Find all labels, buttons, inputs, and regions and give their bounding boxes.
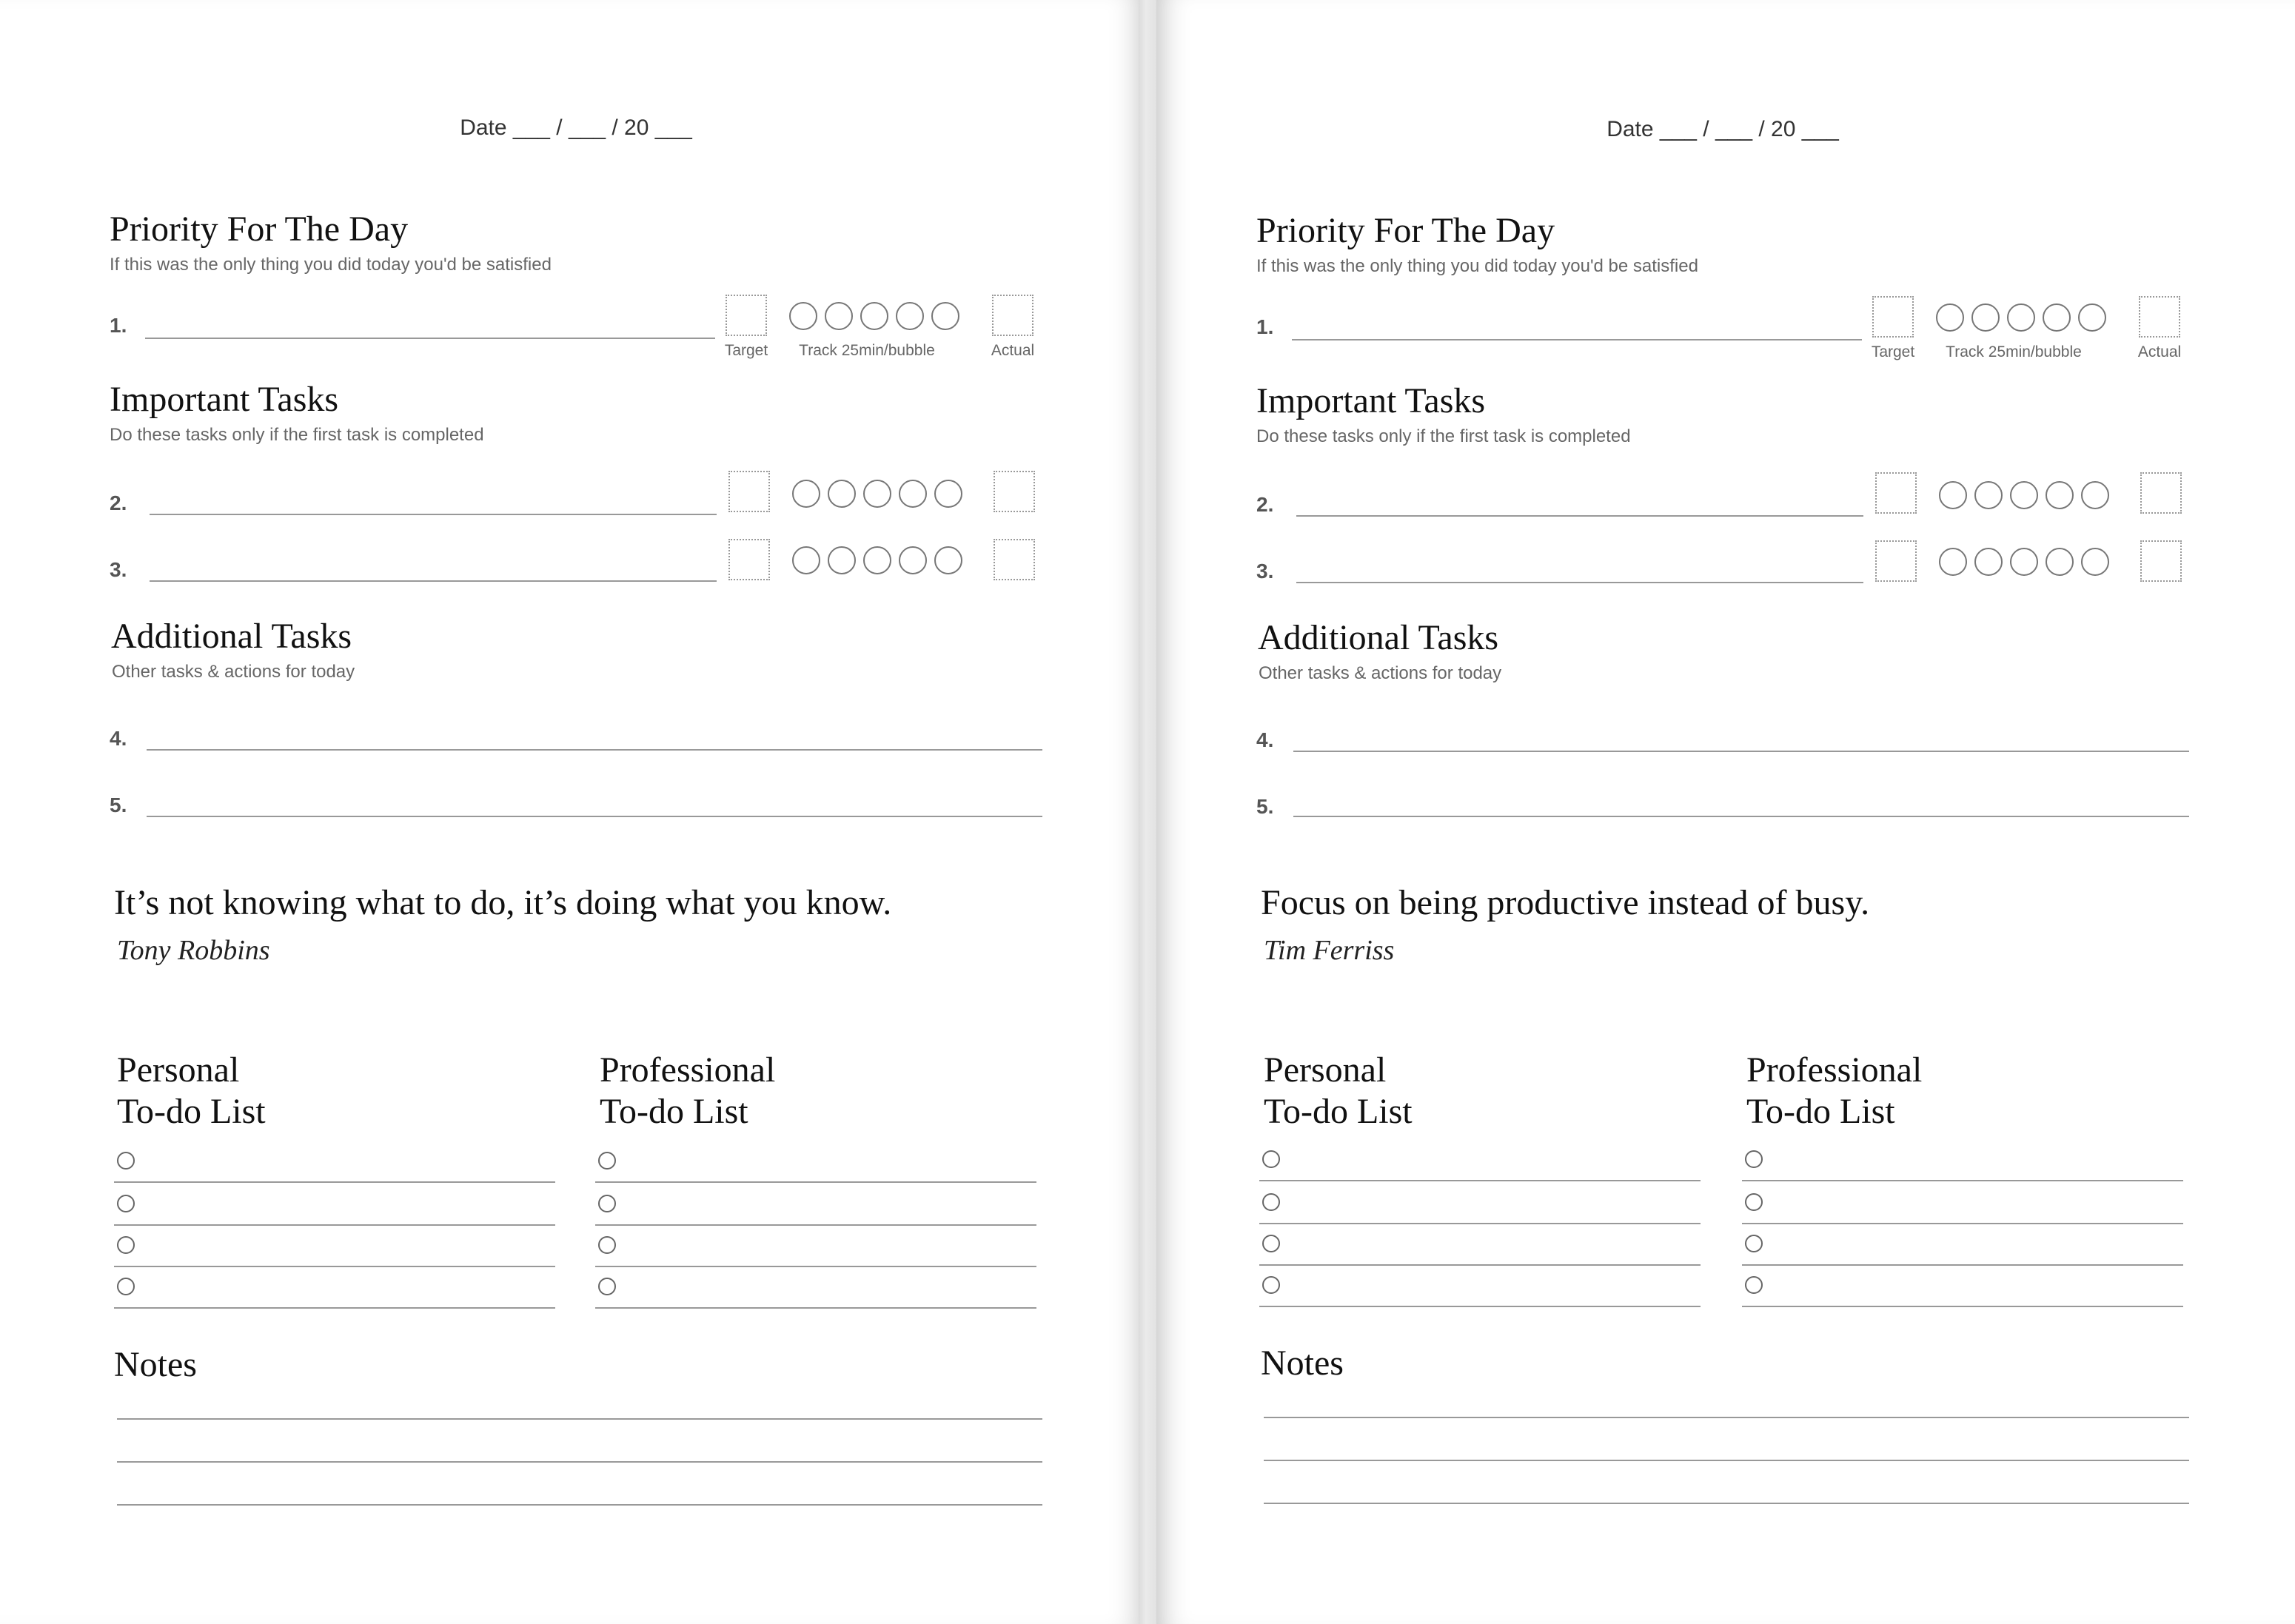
checkbox-circle-icon[interactable] bbox=[598, 1236, 616, 1254]
personal-list-title bbox=[1264, 1050, 1413, 1133]
personal-todo-item[interactable] bbox=[114, 1183, 555, 1226]
additional-subtitle: Other tasks & actions for today bbox=[112, 662, 355, 682]
checkbox-circle-icon[interactable] bbox=[117, 1236, 135, 1254]
personal-todo-item[interactable] bbox=[1259, 1264, 1701, 1307]
quote-author: Tony Robbins bbox=[117, 935, 270, 966]
pomodoro-bubble[interactable] bbox=[792, 480, 820, 508]
notes-line[interactable] bbox=[1264, 1460, 2189, 1461]
pomodoro-bubbles-1 bbox=[1936, 303, 2106, 332]
pomodoro-bubble[interactable] bbox=[2043, 303, 2071, 332]
task-number-2: 2. bbox=[110, 491, 127, 514]
book-spine bbox=[1139, 0, 1156, 1624]
target-box-2[interactable] bbox=[728, 471, 770, 512]
checkbox-circle-icon[interactable] bbox=[1262, 1150, 1280, 1168]
target-box-1[interactable] bbox=[726, 295, 767, 336]
checkbox-circle-icon[interactable] bbox=[1745, 1276, 1763, 1294]
pomodoro-bubble[interactable] bbox=[863, 480, 891, 508]
task-line-5[interactable] bbox=[147, 816, 1042, 817]
professional-title-line1: Professional bbox=[600, 1050, 776, 1090]
personal-title-line1: Personal bbox=[117, 1050, 240, 1090]
pomodoro-bubble[interactable] bbox=[860, 302, 888, 330]
pomodoro-bubble[interactable] bbox=[828, 480, 856, 508]
date-field[interactable]: Date ___ / ___ / 20 ___ bbox=[460, 115, 692, 140]
checkbox-circle-icon[interactable] bbox=[1262, 1235, 1280, 1252]
task-number-5: 5. bbox=[110, 793, 127, 816]
professional-todo-item[interactable] bbox=[595, 1266, 1036, 1309]
pomodoro-bubble[interactable] bbox=[2010, 481, 2038, 509]
priority-title: Priority For The Day bbox=[1256, 211, 1555, 250]
personal-title-line2: To-do List bbox=[117, 1092, 266, 1131]
task-number-1: 1. bbox=[1256, 315, 1274, 338]
actual-box-1[interactable] bbox=[2139, 296, 2180, 338]
pomodoro-bubble[interactable] bbox=[1939, 481, 1967, 509]
task-number-1: 1. bbox=[110, 314, 127, 337]
task-line-4[interactable] bbox=[1293, 751, 2189, 752]
priority-title: Priority For The Day bbox=[110, 209, 409, 249]
pomodoro-bubbles-3 bbox=[1939, 548, 2109, 576]
pomodoro-bubble[interactable] bbox=[2081, 481, 2109, 509]
professional-title-line1: Professional bbox=[1746, 1050, 1923, 1090]
notes-line[interactable] bbox=[1264, 1417, 2189, 1418]
professional-list-title bbox=[600, 1050, 775, 1133]
task-number-5: 5. bbox=[1256, 795, 1274, 818]
page-content bbox=[1256, 0, 2189, 1624]
track-label: Track 25min/bubble bbox=[799, 342, 935, 359]
task-number-3: 3. bbox=[1256, 560, 1274, 583]
pomodoro-bubble[interactable] bbox=[899, 546, 927, 574]
task-number-3: 3. bbox=[110, 558, 127, 581]
notes-line[interactable] bbox=[117, 1461, 1042, 1463]
pomodoro-bubbles-3 bbox=[792, 546, 962, 574]
checkbox-circle-icon[interactable] bbox=[598, 1278, 616, 1295]
professional-title-line2: To-do List bbox=[1746, 1092, 1895, 1131]
actual-box-3[interactable] bbox=[994, 539, 1035, 580]
task-line-3[interactable] bbox=[1296, 582, 1863, 583]
pomodoro-bubble[interactable] bbox=[825, 302, 853, 330]
target-label: Target bbox=[1871, 343, 1915, 360]
pomodoro-bubble[interactable] bbox=[1971, 303, 2000, 332]
actual-box-3[interactable] bbox=[2140, 540, 2182, 582]
track-label: Track 25min/bubble bbox=[1946, 343, 2082, 360]
pomodoro-bubble[interactable] bbox=[934, 480, 962, 508]
pomodoro-bubble[interactable] bbox=[934, 546, 962, 574]
task-line-4[interactable] bbox=[147, 749, 1042, 751]
pomodoro-bubbles-1 bbox=[789, 302, 959, 330]
task-number-4: 4. bbox=[1256, 728, 1274, 751]
pomodoro-bubbles-2 bbox=[1939, 481, 2109, 509]
planner-page-left bbox=[0, 0, 1139, 1624]
personal-todo-item[interactable] bbox=[114, 1266, 555, 1309]
task-number-2: 2. bbox=[1256, 493, 1274, 516]
page-content bbox=[110, 0, 1042, 1624]
important-subtitle: Do these tasks only if the first task is completed bbox=[110, 425, 484, 445]
notes-line[interactable] bbox=[117, 1418, 1042, 1420]
additional-title: Additional Tasks bbox=[111, 617, 352, 656]
actual-box-1[interactable] bbox=[992, 295, 1033, 336]
important-subtitle: Do these tasks only if the first task is completed bbox=[1256, 426, 1631, 446]
checkbox-circle-icon[interactable] bbox=[117, 1278, 135, 1295]
professional-todo-item[interactable] bbox=[1742, 1138, 2183, 1181]
personal-todo-item[interactable] bbox=[114, 1224, 555, 1267]
priority-subtitle: If this was the only thing you did today you'd be satisfied bbox=[1256, 256, 1698, 276]
target-box-3[interactable] bbox=[728, 539, 770, 580]
pomodoro-bubble[interactable] bbox=[792, 546, 820, 574]
quote-author: Tim Ferriss bbox=[1264, 935, 1395, 966]
quote-text: It’s not knowing what to do, it’s doing what you know. bbox=[114, 883, 892, 922]
pomodoro-bubble[interactable] bbox=[899, 480, 927, 508]
date-field[interactable]: Date ___ / ___ / 20 ___ bbox=[1606, 117, 1839, 141]
task-line-5[interactable] bbox=[1293, 816, 2189, 817]
professional-todo-item[interactable] bbox=[1742, 1264, 2183, 1307]
personal-title-line1: Personal bbox=[1264, 1050, 1387, 1090]
personal-list-title bbox=[117, 1050, 266, 1133]
professional-todo-item[interactable] bbox=[595, 1183, 1036, 1226]
pomodoro-bubble[interactable] bbox=[1936, 303, 1964, 332]
task-line-1[interactable] bbox=[145, 338, 715, 339]
checkbox-circle-icon[interactable] bbox=[117, 1152, 135, 1170]
checkbox-circle-icon[interactable] bbox=[598, 1195, 616, 1212]
pomodoro-bubble[interactable] bbox=[2078, 303, 2106, 332]
target-box-2[interactable] bbox=[1875, 472, 1917, 514]
pomodoro-bubble[interactable] bbox=[2046, 481, 2074, 509]
pomodoro-bubble[interactable] bbox=[789, 302, 817, 330]
actual-box-2[interactable] bbox=[2140, 472, 2182, 514]
personal-todo-item[interactable] bbox=[1259, 1223, 1701, 1266]
notes-line[interactable] bbox=[1264, 1503, 2189, 1504]
personal-title-line2: To-do List bbox=[1264, 1092, 1413, 1131]
professional-todo-item[interactable] bbox=[1742, 1181, 2183, 1224]
professional-todo-item[interactable] bbox=[1742, 1223, 2183, 1266]
professional-title-line2: To-do List bbox=[600, 1092, 748, 1131]
target-label: Target bbox=[724, 342, 768, 359]
notes-title: Notes bbox=[114, 1345, 197, 1384]
personal-todo-item[interactable] bbox=[1259, 1181, 1701, 1224]
task-number-4: 4. bbox=[110, 727, 127, 750]
professional-list-title bbox=[1746, 1050, 1922, 1133]
notes-title: Notes bbox=[1261, 1343, 1344, 1383]
pomodoro-bubble[interactable] bbox=[1974, 548, 2003, 576]
checkbox-circle-icon[interactable] bbox=[1262, 1276, 1280, 1294]
additional-subtitle: Other tasks & actions for today bbox=[1259, 663, 1502, 683]
pomodoro-bubble[interactable] bbox=[2046, 548, 2074, 576]
pomodoro-bubble[interactable] bbox=[1939, 548, 1967, 576]
quote-text: Focus on being productive instead of busy. bbox=[1261, 883, 1870, 922]
pomodoro-bubble[interactable] bbox=[2007, 303, 2035, 332]
task-line-3[interactable] bbox=[150, 580, 717, 582]
pomodoro-bubble[interactable] bbox=[2081, 548, 2109, 576]
pomodoro-bubble[interactable] bbox=[828, 546, 856, 574]
checkbox-circle-icon[interactable] bbox=[598, 1152, 616, 1170]
actual-box-2[interactable] bbox=[994, 471, 1035, 512]
pomodoro-bubble[interactable] bbox=[863, 546, 891, 574]
important-title: Important Tasks bbox=[110, 380, 339, 419]
checkbox-circle-icon[interactable] bbox=[1262, 1193, 1280, 1211]
notes-line[interactable] bbox=[117, 1504, 1042, 1506]
pomodoro-bubble[interactable] bbox=[896, 302, 924, 330]
checkbox-circle-icon[interactable] bbox=[1745, 1150, 1763, 1168]
task-line-2[interactable] bbox=[150, 514, 717, 515]
personal-todo-item[interactable] bbox=[114, 1140, 555, 1183]
pomodoro-bubble[interactable] bbox=[931, 302, 959, 330]
actual-label: Actual bbox=[2137, 343, 2182, 360]
pomodoro-bubble[interactable] bbox=[2010, 548, 2038, 576]
professional-todo-item[interactable] bbox=[595, 1224, 1036, 1267]
target-box-3[interactable] bbox=[1875, 540, 1917, 582]
planner-page-right bbox=[1156, 0, 2295, 1624]
pomodoro-bubbles-2 bbox=[792, 480, 962, 508]
pomodoro-bubble[interactable] bbox=[1974, 481, 2003, 509]
professional-todo-item[interactable] bbox=[595, 1140, 1036, 1183]
actual-label: Actual bbox=[991, 342, 1035, 359]
task-line-1[interactable] bbox=[1292, 339, 1862, 340]
target-box-1[interactable] bbox=[1872, 296, 1914, 338]
task-line-2[interactable] bbox=[1296, 515, 1863, 517]
priority-subtitle: If this was the only thing you did today you'd be satisfied bbox=[110, 255, 552, 275]
additional-title: Additional Tasks bbox=[1258, 618, 1499, 657]
personal-todo-item[interactable] bbox=[1259, 1138, 1701, 1181]
checkbox-circle-icon[interactable] bbox=[1745, 1193, 1763, 1211]
checkbox-circle-icon[interactable] bbox=[117, 1195, 135, 1212]
important-title: Important Tasks bbox=[1256, 381, 1486, 420]
checkbox-circle-icon[interactable] bbox=[1745, 1235, 1763, 1252]
